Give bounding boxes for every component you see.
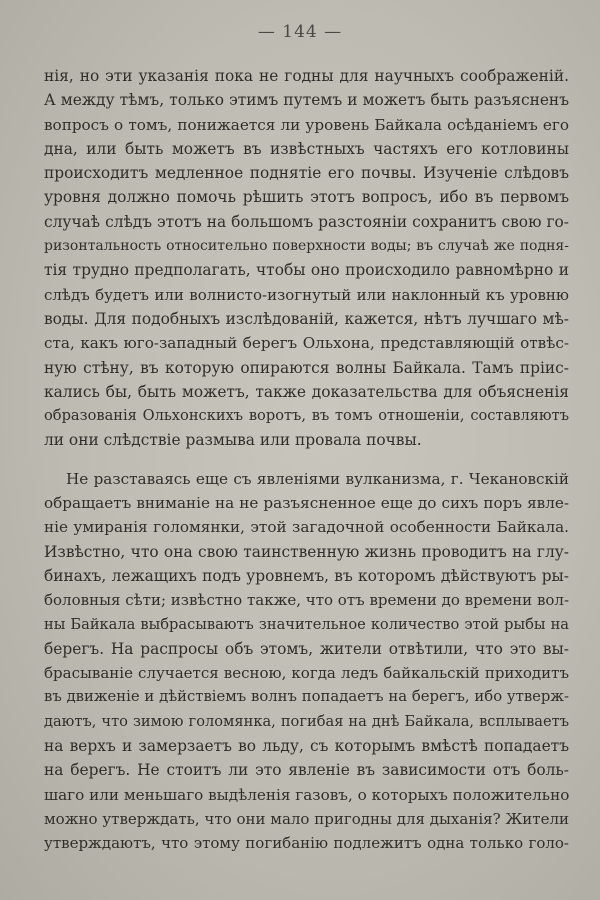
text-line: боловныя сѣти; извѣстно также, что отъ времени до времени вол- [44, 591, 570, 610]
paragraph-1 [44, 64, 569, 453]
text-line: случаѣ слѣдъ этотъ на большомъ разстояніи сохранитъ свою го- [44, 212, 569, 231]
text-line: слѣдъ будетъ или волнисто-изогнутый или наклонный къ уровню [44, 285, 569, 304]
text-line: воды. Для подобныхъ изслѣдованій, кажется, нѣтъ лучшаго мѣ- [44, 309, 569, 328]
text-line: нія, но эти указанія пока не годны для научныхъ соображеній. [44, 67, 569, 85]
text-line: кались бы, быть можетъ, также доказательства для объясненія [44, 382, 569, 401]
text-line: обращаетъ вниманіе на не разъясненное еще до сихъ поръ явле- [44, 494, 569, 513]
text-line: даютъ, что зимою голомянка, погибая на днѣ Байкала, всплываетъ [44, 712, 569, 730]
text-line: на берегъ. Не стоитъ ли это явленіе въ зависимости отъ боль- [44, 761, 569, 780]
text-line: бинахъ, лежащихъ подъ уровнемъ, въ которомъ дѣйствуютъ ры- [44, 566, 569, 585]
text-line: ли они слѣдствіе размыва или провала почвы. [44, 431, 422, 450]
text-line: ную стѣну, въ которую опираются волны Байкала. Тамъ пріис- [44, 358, 569, 377]
body-text [44, 64, 569, 856]
text-line: на верхъ и замерзаетъ во льду, съ которымъ вмѣстѣ попадаетъ [44, 737, 569, 756]
text-line: тія трудно предполагать, чтобы оно происходило равномѣрно и [44, 261, 569, 280]
page-number: — 144 — [257, 22, 343, 42]
text-line: въ движеніе и дѣйствіемъ волнъ попадаетъ на берегъ, ибо утверж- [44, 688, 569, 706]
text-line: ніе умиранія голомянки, этой загадочной особенности Байкала. [44, 518, 569, 537]
text-line: происходитъ медленное поднятіе его почвы. Изученіе слѣдовъ [44, 164, 569, 183]
text-line: брасываніе случается весною, когда ледъ байкальскій приходитъ [44, 664, 569, 683]
text-line: ста, какъ юго-западный берегъ Ольхона, представляющій отвѣс- [44, 334, 569, 353]
text-line: утверждаютъ, что этому погибанію подлежитъ одна только голо- [44, 834, 569, 853]
text-line: уровня должно помочь рѣшить этотъ вопросъ, ибо въ первомъ [44, 188, 569, 207]
text-line: можно утверждать, что они мало пригодны для дыханія? Жители [44, 809, 569, 828]
text-line: шаго или меньшаго выдѣленія газовъ, о которыхъ положительно [44, 785, 570, 804]
paragraph-2 [44, 467, 569, 856]
text-line: дна, или быть можетъ въ извѣстныхъ частяхъ его котловины [44, 139, 569, 158]
text-line: берегъ. На распросы объ этомъ, жители отвѣтили, что это вы- [44, 639, 569, 658]
text-line: Не разставаясь еще съ явленіями вулканизма, г. Чекановскій [66, 469, 569, 488]
text-line: ны Байкала выбрасываютъ значительное количество этой рыбы на [44, 615, 569, 633]
text-line: А между тѣмъ, только этимъ путемъ и можетъ быть разъясненъ [44, 91, 569, 110]
text-line: вопросъ о томъ, понижается ли уровень Байкала осѣданіемъ его [44, 115, 569, 134]
text-line: Извѣстно, что она свою таинственную жизнь проводитъ на глу- [44, 542, 569, 561]
paragraph-gap [44, 453, 569, 467]
text-line: ризонтальность относительно поверхности воды; въ случаѣ же подня- [44, 238, 569, 255]
text-line: образованія Ольхонскихъ воротъ, въ томъ отношеніи, составляютъ [44, 407, 569, 425]
